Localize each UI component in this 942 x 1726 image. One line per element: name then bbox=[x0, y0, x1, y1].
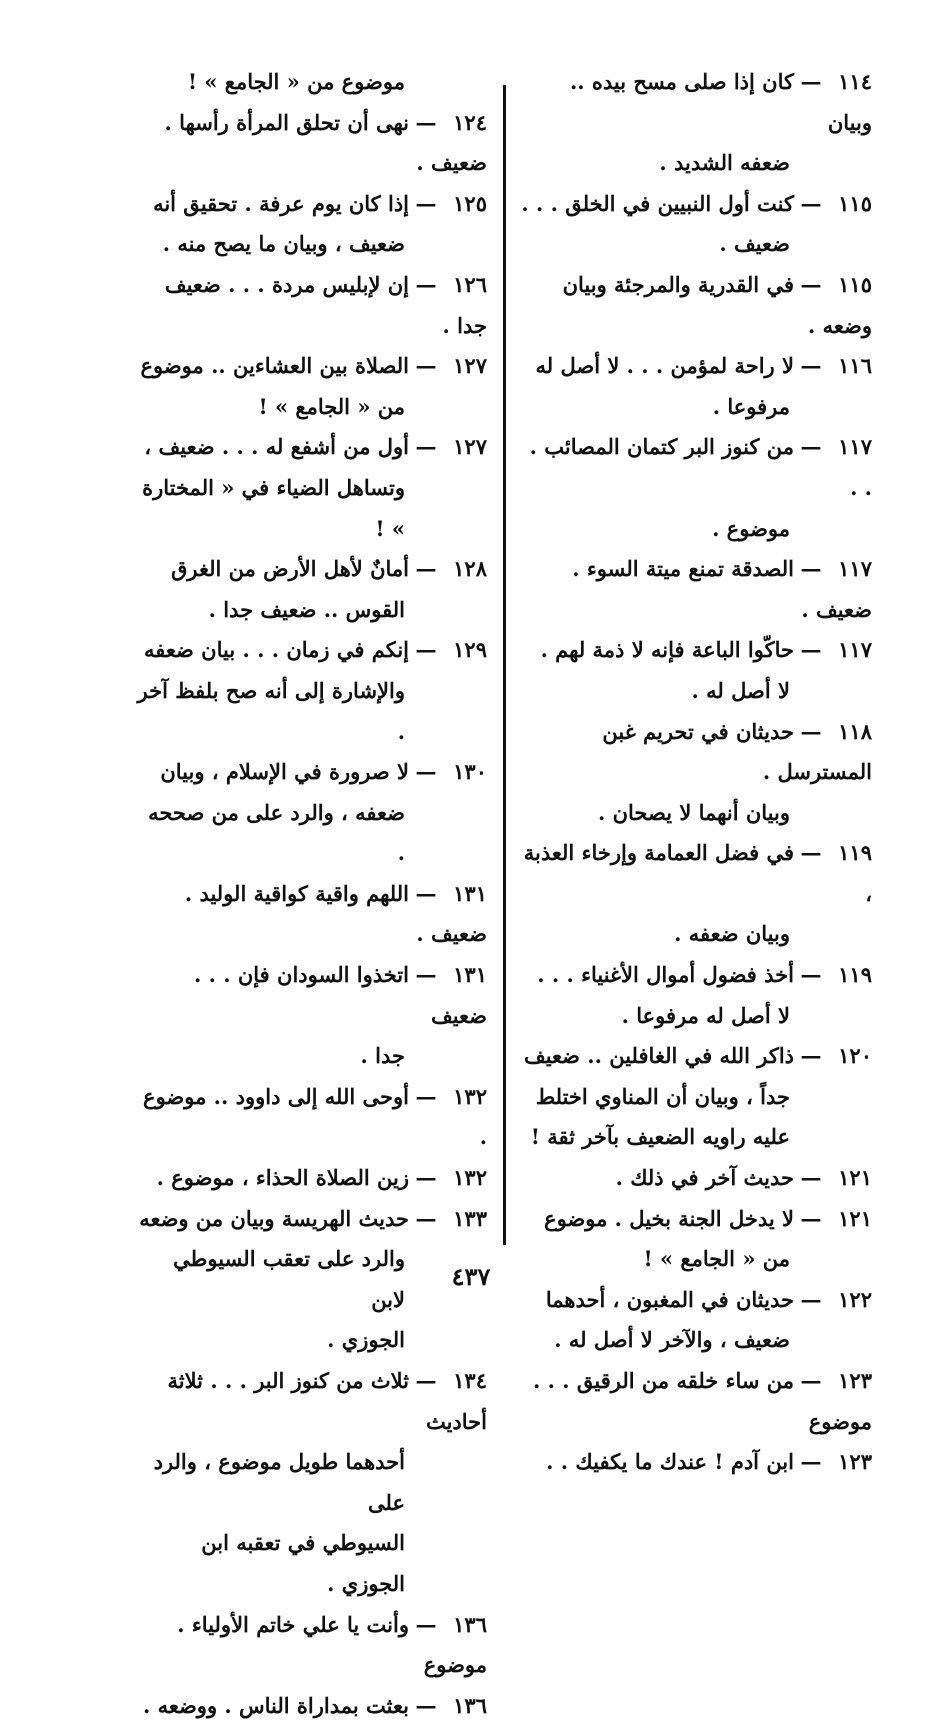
entry-text-continued: القوس .. ضعيف جدا . bbox=[208, 596, 405, 622]
entry-page-number: ١٢٠ bbox=[838, 1043, 872, 1069]
entry-page-number: ١٣٢ bbox=[453, 1165, 487, 1191]
entry-text: حاكّوا الباعة فإنه لا ذمة لهم . bbox=[540, 637, 794, 663]
entry-page-number: ١٢٣ bbox=[838, 1368, 872, 1393]
entry-text: اللهم واقية كواقية الوليد . ضعيف . bbox=[184, 880, 487, 947]
entry-text: ذاكر الله في الغافلين .. ضعيف bbox=[523, 1043, 794, 1069]
entry-page-number: ١١٤ bbox=[838, 69, 872, 94]
entry-dash: — bbox=[800, 840, 822, 866]
entry-dash: — bbox=[800, 962, 822, 988]
index-entry bbox=[520, 1036, 872, 1158]
index-entry bbox=[520, 549, 872, 630]
index-entry bbox=[135, 630, 487, 752]
index-entry bbox=[520, 833, 872, 955]
entry-page-number: ١٢٧ bbox=[453, 353, 487, 379]
entry-text: كان إذا صلى مسح بيده .. وبيان bbox=[569, 69, 872, 135]
entry-dash: — bbox=[800, 556, 822, 582]
entry-text: حديث الهريسة وبيان من وضعه bbox=[139, 1205, 409, 1231]
entry-dash: — bbox=[800, 718, 822, 744]
entry-page-number: ١٣٤ bbox=[453, 1368, 487, 1393]
index-entry bbox=[135, 184, 487, 265]
entry-text: من ساء خلقه من الرقيق . . . موضوع bbox=[533, 1368, 872, 1434]
entry-page-number: ١٢١ bbox=[838, 1165, 872, 1191]
index-entry bbox=[135, 1686, 487, 1726]
entry-text: أوحى الله إلى داوود .. موضوع . bbox=[143, 1083, 487, 1150]
entry-dash: — bbox=[415, 353, 437, 379]
entry-page-number: ١١٩ bbox=[838, 962, 872, 988]
entry-dash: — bbox=[800, 1286, 822, 1312]
index-entry bbox=[520, 427, 872, 549]
entry-text-continued: وبيان ضعفه . bbox=[674, 921, 790, 947]
entry-text: ثلاث من كنوز البر . . . ثلاثة أحاديث bbox=[167, 1368, 487, 1434]
index-column-left bbox=[135, 62, 487, 1726]
entry-text: ابن آدم ! عندك ما يكفيك . . bbox=[546, 1449, 794, 1475]
entry-dash: — bbox=[800, 69, 822, 94]
index-entry bbox=[520, 630, 872, 711]
entry-page-number: ١١٧ bbox=[838, 434, 872, 460]
entry-text: حديثان في المغبون ، أحدهما bbox=[545, 1286, 794, 1312]
index-entry bbox=[135, 265, 487, 346]
index-entry bbox=[135, 103, 487, 184]
entry-page-number: ١٣١ bbox=[453, 880, 487, 906]
entry-text-continued: ضعيف ، وبيان ما يصح منه . bbox=[162, 231, 405, 257]
index-entry bbox=[135, 874, 487, 955]
entry-dash: — bbox=[415, 1368, 437, 1393]
index-entry bbox=[520, 1442, 872, 1483]
index-entry bbox=[520, 346, 872, 427]
entry-dash: — bbox=[415, 1692, 437, 1718]
index-entry bbox=[520, 955, 872, 1036]
entry-page-number: ١٣٦ bbox=[453, 1692, 487, 1718]
entry-text-continued: الجوزي . bbox=[327, 1327, 405, 1353]
index-entry bbox=[520, 265, 872, 346]
entry-dash: — bbox=[415, 271, 437, 297]
entry-page-number: ١٣٢ bbox=[453, 1083, 487, 1109]
entry-text: أمانٌ لأهل الأرض من الغرق bbox=[171, 556, 409, 582]
page-number: ٤٣٧ bbox=[451, 1262, 491, 1291]
entry-text: أخذ فضول أموال الأغنياء . . . bbox=[537, 962, 794, 988]
entry-text: الصلاة بين العشاءين .. موضوع bbox=[140, 353, 409, 379]
entry-dash: — bbox=[800, 271, 822, 297]
entry-page-number: ١١٩ bbox=[838, 840, 872, 866]
entry-dash: — bbox=[800, 1165, 822, 1191]
entry-dash: — bbox=[415, 434, 437, 460]
entry-text-continued: جداً ، وبيان أن المناوي اختلط bbox=[535, 1083, 790, 1109]
entry-text-continued: والرد على تعقب السيوطي لابن bbox=[173, 1246, 405, 1312]
index-entry bbox=[135, 752, 487, 874]
index-entry bbox=[520, 184, 872, 265]
entry-text: من كنوز البر كتمان المصائب . . . bbox=[529, 434, 872, 500]
index-entry bbox=[135, 1361, 487, 1605]
entry-text-continued: أحدهما طويل موضوع ، والرد على bbox=[153, 1449, 405, 1515]
entry-page-number: ١١٧ bbox=[838, 637, 872, 663]
entry-text-continued: السيوطي في تعقبه ابن الجوزي . bbox=[201, 1530, 405, 1596]
entry-dash: — bbox=[415, 637, 437, 663]
index-entry bbox=[135, 549, 487, 630]
entry-text-continued: ضعفه الشديد . bbox=[659, 150, 790, 176]
entry-text: اتخذوا السودان فإن . . . ضعيف bbox=[193, 962, 487, 1028]
entry-dash: — bbox=[415, 1165, 437, 1191]
entry-text: لا صرورة في الإسلام ، وبيان bbox=[160, 759, 409, 785]
entry-text: أول من أشفع له . . . ضعيف ، bbox=[144, 434, 409, 460]
entry-dash: — bbox=[415, 759, 437, 785]
entry-text-continued: من « الجامع » ! bbox=[258, 393, 405, 419]
entry-page-number: ١١٦ bbox=[838, 353, 872, 379]
entry-text: بعثت بمداراة الناس . ووضعه . bbox=[142, 1692, 409, 1718]
entry-text: زين الصلاة الحذاء ، موضوع . bbox=[156, 1165, 409, 1191]
entry-text: حديثان في تحريم غبن المسترسل . bbox=[602, 718, 872, 785]
index-entry bbox=[520, 1280, 872, 1361]
entry-text-continued: عليه راويه الضعيف بآخر ثقة ! bbox=[530, 1124, 790, 1150]
entry-text: إن لإبليس مردة . . . ضعيف جدا . bbox=[164, 271, 487, 338]
entry-text-continued: موضوع . bbox=[712, 515, 790, 541]
entry-text: إذا كان يوم عرفة . تحقيق أنه bbox=[153, 190, 409, 216]
entry-text-continued: ضعيف . bbox=[719, 231, 790, 257]
entry-text: لا يدخل الجنة بخيل . موضوع bbox=[544, 1205, 794, 1231]
entry-page-number: ١١٨ bbox=[838, 718, 872, 744]
entry-dash: — bbox=[415, 556, 437, 582]
entry-page-number: ١٢٥ bbox=[453, 190, 487, 216]
entry-page-number: ١٣١ bbox=[453, 962, 487, 988]
entry-page-number: ١٢٨ bbox=[453, 556, 487, 582]
entry-text: إنكم في زمان . . . بيان ضعفه bbox=[144, 637, 409, 663]
entry-text-continued: لا أصل له مرفوعا . bbox=[621, 1002, 790, 1028]
entry-page-number: ١٢٩ bbox=[453, 637, 487, 663]
entry-text: حديث آخر في ذلك . bbox=[615, 1165, 794, 1191]
entry-dash: — bbox=[415, 109, 437, 135]
entry-text-continued: مرفوعا . bbox=[712, 393, 790, 419]
index-entry bbox=[135, 955, 487, 1077]
index-entry bbox=[520, 1158, 872, 1199]
entry-text-continued: من « الجامع » ! bbox=[643, 1246, 790, 1272]
entry-dash: — bbox=[415, 1205, 437, 1231]
entry-text-continued: وبيان أنهما لا يصحان . bbox=[597, 799, 790, 825]
entry-text: الصدقة تمنع ميتة السوء . ضعيف . bbox=[572, 556, 872, 622]
index-entry bbox=[135, 427, 487, 549]
entry-text-continued: جدا . bbox=[360, 1043, 405, 1069]
entry-dash: — bbox=[800, 1043, 822, 1069]
entry-page-number: ١٢١ bbox=[838, 1205, 872, 1231]
entry-page-number: ١٣٣ bbox=[453, 1205, 487, 1231]
index-entry bbox=[520, 62, 872, 184]
entry-page-number: ١٢٧ bbox=[453, 434, 487, 460]
continuation-line: موضوع من « الجامع » ! bbox=[187, 69, 405, 94]
entry-text: في فضل العمامة وإرخاء العذبة ، bbox=[523, 840, 872, 906]
entry-page-number: ١٢٣ bbox=[838, 1449, 872, 1475]
entry-page-number: ١١٥ bbox=[838, 271, 872, 297]
index-entry bbox=[135, 1158, 487, 1199]
entry-text: وأنت يا علي خاتم الأولياء . موضوع bbox=[177, 1611, 487, 1678]
entry-text: نهى أن تحلق المرأة رأسها . ضعيف . bbox=[164, 109, 487, 176]
entry-dash: — bbox=[800, 434, 822, 460]
index-entry bbox=[135, 1605, 487, 1686]
entry-page-number: ١٢٢ bbox=[838, 1286, 872, 1312]
entry-text: في القدرية والمرجئة وبيان وضعه . bbox=[562, 271, 872, 338]
entry-text-continued: ضعفه ، والرد على من صححه . bbox=[148, 799, 405, 866]
entry-text: كنت أول النبيين في الخلق . . . bbox=[521, 190, 794, 216]
entry-text-continued: وتساهل الضياء في « المختارة » ! bbox=[142, 474, 405, 541]
entry-dash: — bbox=[800, 637, 822, 663]
column-divider bbox=[503, 85, 506, 1245]
entry-dash: — bbox=[800, 1205, 822, 1231]
entry-page-number: ١٢٦ bbox=[453, 271, 487, 297]
entry-dash: — bbox=[415, 1611, 437, 1637]
entry-text-continued: لا أصل له . bbox=[691, 677, 790, 703]
entry-text-continued: ضعيف ، والآخر لا أصل له . bbox=[554, 1327, 790, 1353]
entry-dash: — bbox=[415, 962, 437, 988]
entry-dash: — bbox=[800, 1368, 822, 1393]
index-entry bbox=[135, 1077, 487, 1158]
entry-page-number: ١١٥ bbox=[838, 190, 872, 216]
entry-dash: — bbox=[415, 1083, 437, 1109]
index-entry bbox=[520, 712, 872, 834]
index-entry bbox=[135, 346, 487, 427]
entry-dash: — bbox=[800, 353, 822, 379]
entry-text-continued: والإشارة إلى أنه صح بلفظ آخر . bbox=[137, 677, 405, 744]
entry-text: لا راحة لمؤمن . . . لا أصل له bbox=[535, 353, 794, 379]
index-entry bbox=[520, 1361, 872, 1442]
entry-dash: — bbox=[415, 190, 437, 216]
entry-dash: — bbox=[415, 880, 437, 906]
entry-page-number: ١١٧ bbox=[838, 556, 872, 582]
entry-page-number: ١٣٦ bbox=[453, 1611, 487, 1637]
entry-page-number: ١٢٤ bbox=[453, 109, 487, 135]
entry-page-number: ١٣٠ bbox=[453, 759, 487, 785]
entry-dash: — bbox=[800, 1449, 822, 1475]
entry-dash: — bbox=[800, 190, 822, 216]
